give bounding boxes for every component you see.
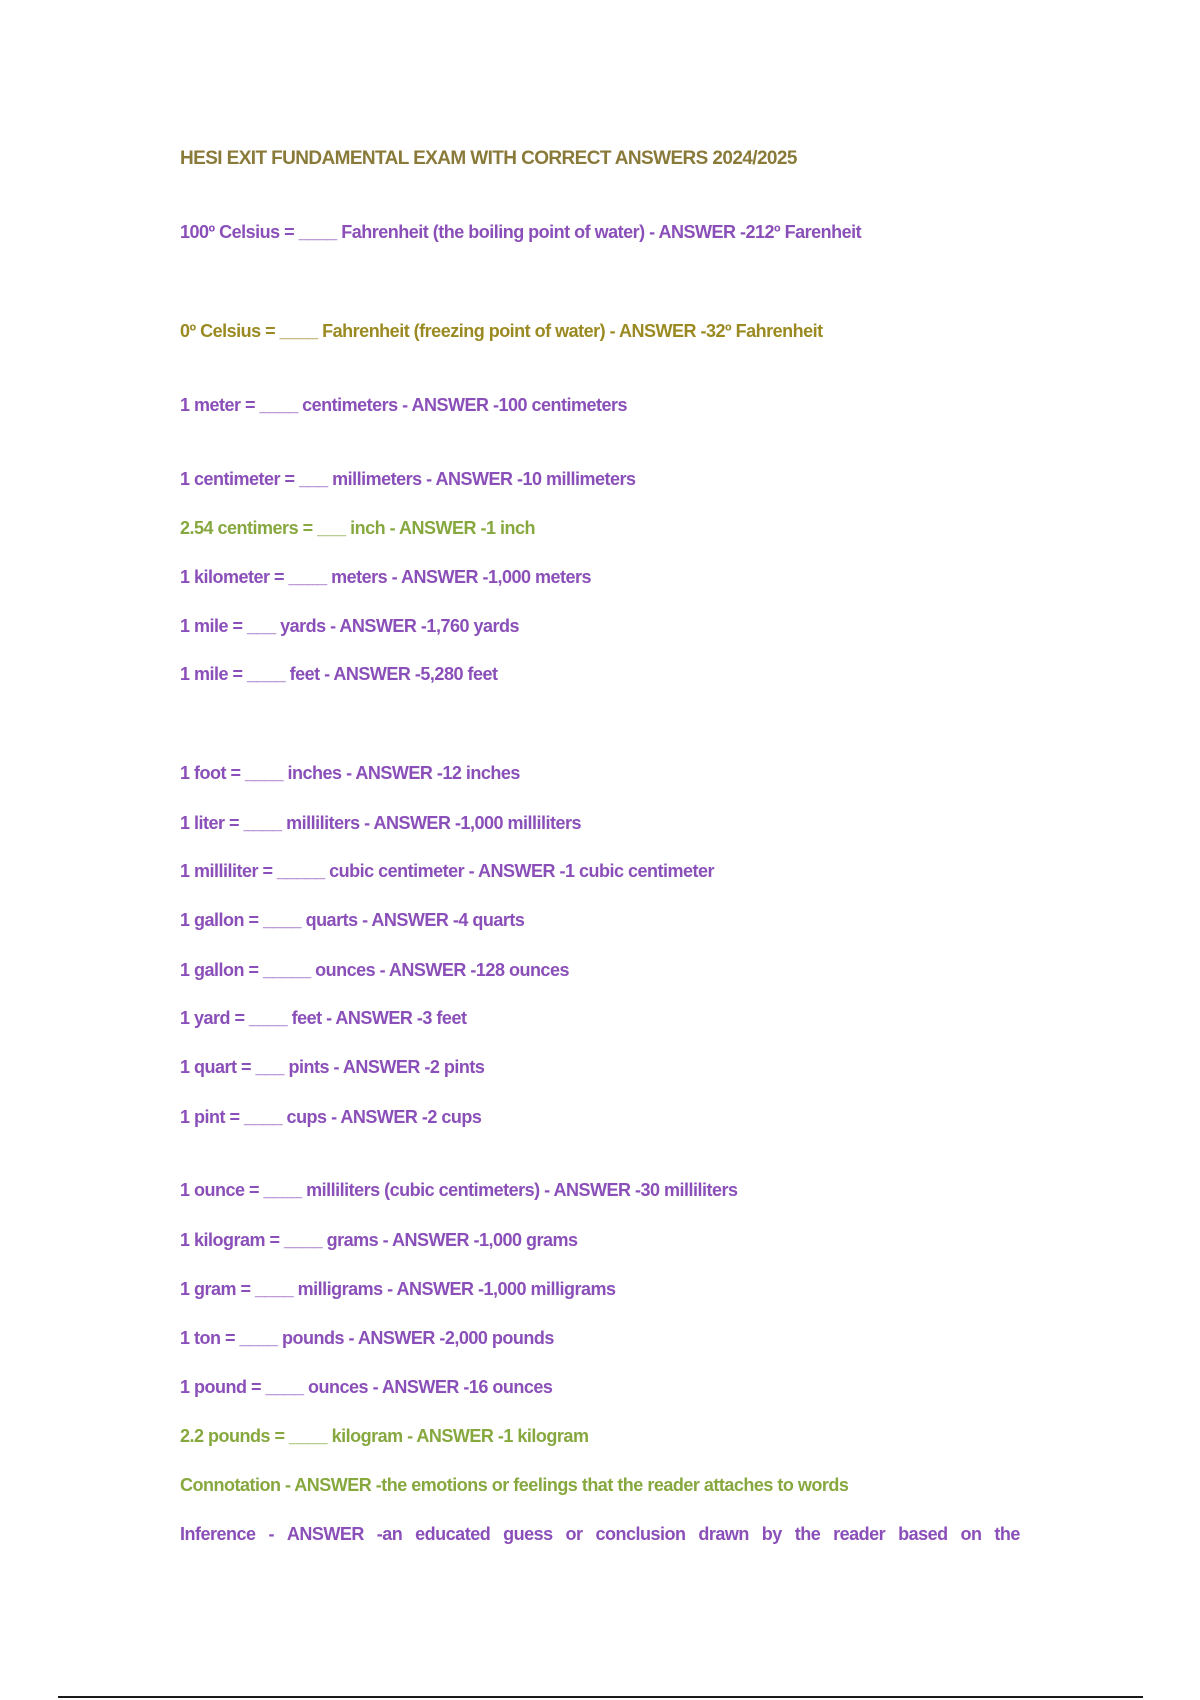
word: the bbox=[794, 1524, 821, 1544]
question-line: 1 yard = ____ feet - ANSWER -3 feet bbox=[180, 1008, 467, 1028]
question-line: 1 milliliter = _____ cubic centimeter - ANSWER -1 cubic centimeter bbox=[180, 861, 715, 881]
question-line: 1 mile = ____ feet - ANSWER -5,280 feet bbox=[180, 664, 498, 684]
question-line: 1 kilometer = ____ meters - ANSWER -1,000 meters bbox=[180, 567, 592, 587]
question-line-justified bbox=[180, 1524, 1020, 1545]
word: -an bbox=[376, 1524, 403, 1544]
word: conclusion bbox=[595, 1524, 686, 1544]
question-line: 1 gram = ____ milligrams - ANSWER -1,000 milligrams bbox=[180, 1279, 616, 1299]
word: guess bbox=[503, 1524, 553, 1544]
question-line: 1 quart = ___ pints - ANSWER -2 pints bbox=[180, 1057, 485, 1077]
question-line: 1 gallon = _____ ounces - ANSWER -128 ounces bbox=[180, 960, 569, 980]
word: Inference bbox=[180, 1524, 256, 1544]
question-line: 1 pound = ____ ounces - ANSWER -16 ounces bbox=[180, 1377, 553, 1397]
document-title: HESI EXIT FUNDAMENTAL EXAM WITH CORRECT ANSWERS 2024/2025 bbox=[180, 148, 797, 169]
question-line: 1 liter = ____ milliliters - ANSWER -1,000 milliliters bbox=[180, 813, 582, 833]
question-line: 0º Celsius = ____ Fahrenheit (freezing point of water) - ANSWER -32º Fahrenheit bbox=[180, 321, 823, 341]
question-line: 100º Celsius = ____ Fahrenheit (the boiling point of water) - ANSWER -212º Farenheit bbox=[180, 222, 862, 242]
question-line: 1 meter = ____ centimeters - ANSWER -100 centimeters bbox=[180, 395, 628, 415]
page-bottom-rule bbox=[58, 1696, 1143, 1698]
word: the bbox=[994, 1524, 1020, 1544]
question-line: 1 ton = ____ pounds - ANSWER -2,000 pounds bbox=[180, 1328, 554, 1348]
word: based bbox=[898, 1524, 948, 1544]
question-line: 1 pint = ____ cups - ANSWER -2 cups bbox=[180, 1107, 482, 1127]
question-line: 2.2 pounds = ____ kilogram - ANSWER -1 kilogram bbox=[180, 1426, 589, 1446]
word: on bbox=[960, 1524, 982, 1544]
word: - bbox=[268, 1524, 274, 1544]
word: drawn bbox=[698, 1524, 749, 1544]
question-line: 1 foot = ____ inches - ANSWER -12 inches bbox=[180, 763, 520, 783]
question-line: Connotation - ANSWER -the emotions or feelings that the reader attaches to words bbox=[180, 1475, 849, 1495]
question-line: 2.54 centimers = ___ inch - ANSWER -1 inch bbox=[180, 518, 535, 538]
word: ANSWER bbox=[286, 1524, 364, 1544]
word: by bbox=[761, 1524, 782, 1544]
word: or bbox=[565, 1524, 583, 1544]
question-line: 1 gallon = ____ quarts - ANSWER -4 quarts bbox=[180, 910, 525, 930]
word: reader bbox=[833, 1524, 886, 1544]
question-line: 1 mile = ___ yards - ANSWER -1,760 yards bbox=[180, 616, 520, 636]
word: educated bbox=[415, 1524, 491, 1544]
question-line: 1 kilogram = ____ grams - ANSWER -1,000 grams bbox=[180, 1230, 578, 1250]
question-line: 1 centimeter = ___ millimeters - ANSWER -10 millimeters bbox=[180, 469, 636, 489]
question-line: 1 ounce = ____ milliliters (cubic centimeters) - ANSWER -30 milliliters bbox=[180, 1180, 738, 1200]
